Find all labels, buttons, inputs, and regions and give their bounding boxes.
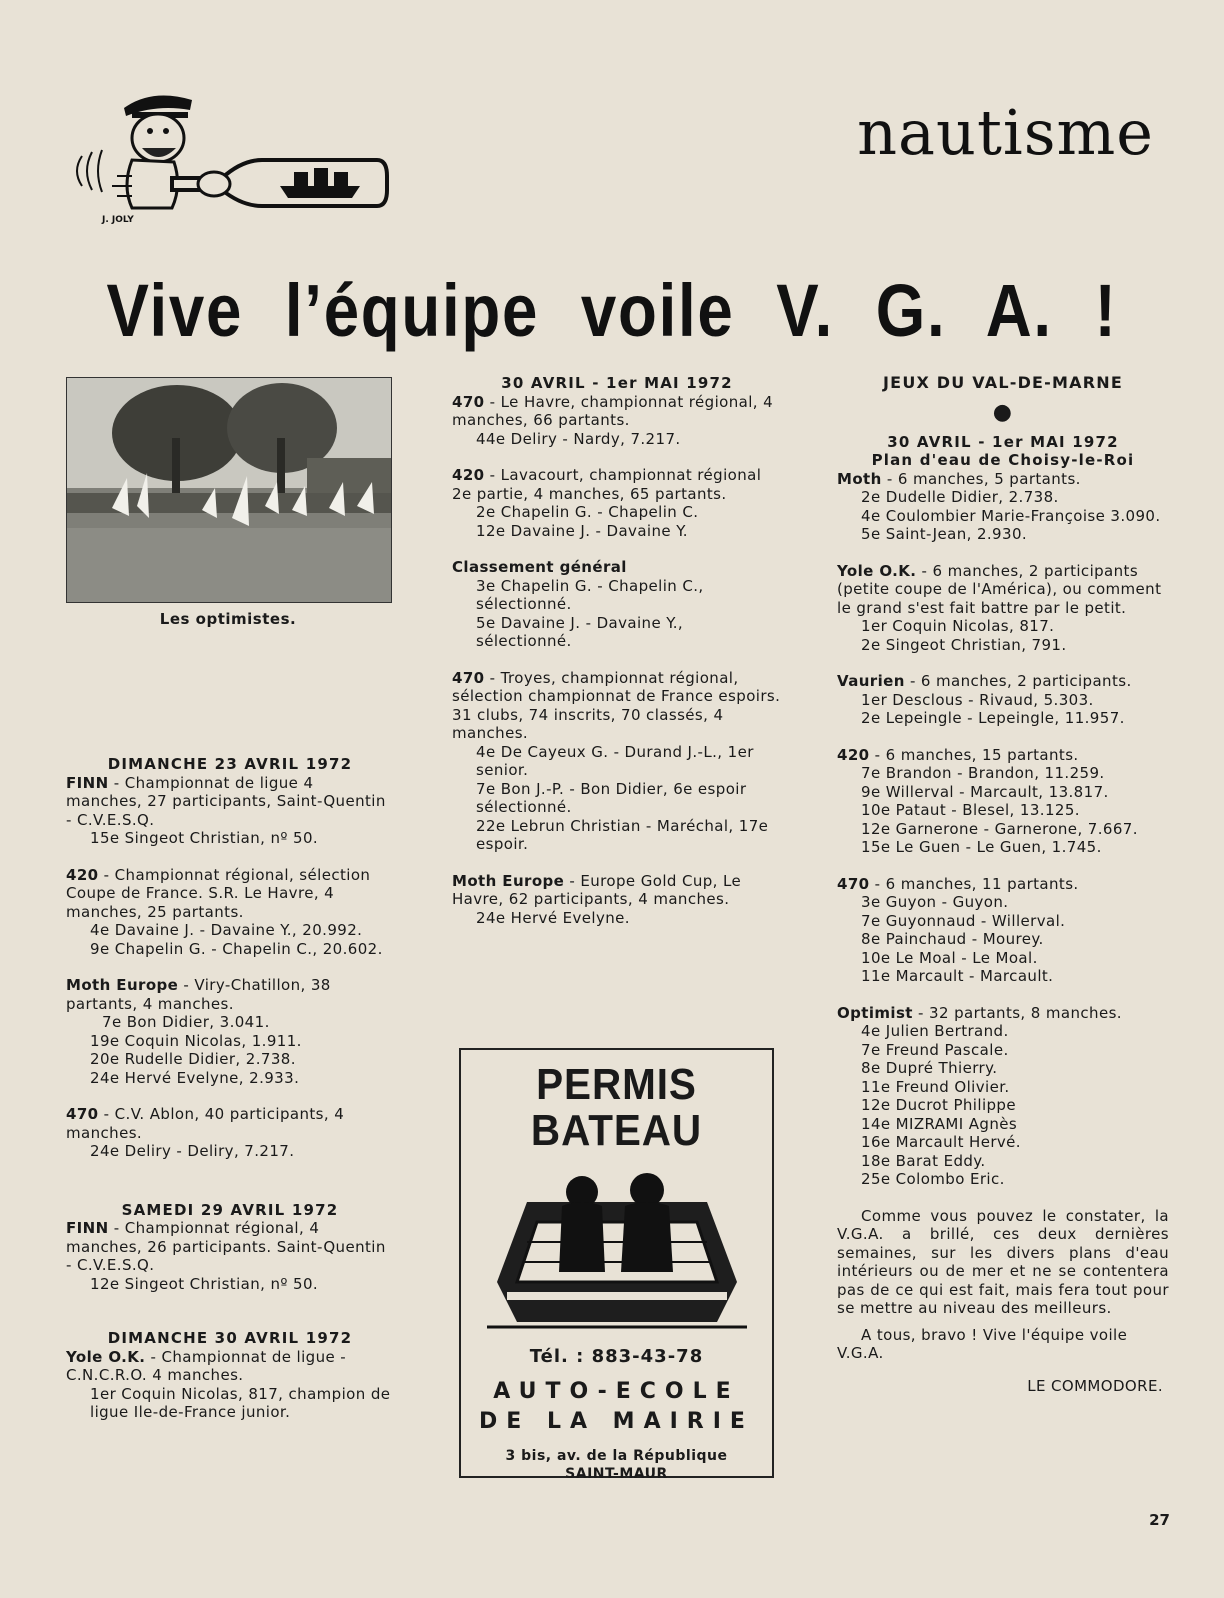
logo-signature: J. JOLY [102, 215, 134, 225]
ad-title: BATEAU [530, 1106, 703, 1155]
result-line: 15e Le Guen - Le Guen, 1.745. [861, 838, 1102, 856]
result-line: 5e Saint-Jean, 2.930. [861, 525, 1028, 543]
result-line: 20e Rudelle Didier, 2.738. [90, 1050, 296, 1068]
result-line: 22e Lebrun Christian - Maréchal, 17e espoir. [476, 816, 769, 853]
result-line: 7e Guyonnaud - Willerval. [861, 911, 1066, 930]
category: 420 [837, 745, 870, 764]
result-line: 4e De Cayeux G. - Durand J.-L., 1er senior. [476, 742, 754, 779]
category: 420 [452, 466, 485, 484]
result-block [66, 866, 394, 959]
result-block [452, 466, 782, 540]
result-line: 2e Dudelle Didier, 2.738. [861, 488, 1059, 506]
ad-phone: Tél. : 883-43-78 [529, 1346, 704, 1367]
result-line: 2e Lepeingle - Lepeingle, 11.957. [861, 709, 1125, 727]
column-1 [66, 755, 394, 1422]
result-block [66, 774, 394, 848]
event-desc: - 6 manches, 2 participants (petite coupe de l'América), ou comment le grand s'est fait battre par le petit. [837, 561, 1162, 617]
category: 470 [66, 1105, 99, 1123]
category: 470 [837, 874, 870, 893]
result-line: 11e Marcault - Marcault. [861, 967, 1054, 985]
page-number: 27 [1149, 1511, 1170, 1529]
event-desc: - Lavacourt, championnat régional 2e partie, 4 manches, 65 partants. [452, 466, 762, 503]
category: FINN [66, 1219, 109, 1237]
category: Yole O.K. [66, 1347, 146, 1366]
photo-caption: Les optimistes. [159, 610, 297, 628]
category: Moth [837, 469, 882, 488]
result-block [837, 562, 1169, 655]
column-2 [452, 374, 782, 927]
category: Vaurien [837, 672, 905, 690]
result-block [837, 470, 1169, 544]
signature: LE COMMODORE. [1027, 1376, 1163, 1395]
date-heading: SAMEDI 29 AVRIL 1972 [121, 1200, 339, 1219]
result-line: 19e Coquin Nicolas, 1.911. [90, 1031, 302, 1050]
result-block [66, 1219, 394, 1293]
result-block [837, 672, 1169, 728]
result-line: 25e Colombo Eric. [861, 1170, 1005, 1188]
category: 470 [452, 392, 485, 411]
event-desc: - C.V. Ablon, 40 participants, 4 manches. [66, 1105, 345, 1142]
event-desc: - Championnat de ligue 4 manches, 27 participants, Saint-Quentin - C.V.E.S.Q. [66, 773, 386, 829]
category: 470 [452, 668, 485, 687]
result-block [66, 976, 394, 1087]
result-line: 7e Freund Pascale. [861, 1040, 1009, 1059]
subheading: Classement général [452, 558, 627, 576]
event-desc: - Europe Gold Cup, Le Havre, 62 participants, 4 manches. [452, 871, 742, 908]
category: Yole O.K. [837, 561, 917, 580]
result-line: 2e Singeot Christian, 791. [861, 635, 1067, 654]
result-block [452, 872, 782, 928]
result-line: 2e Chapelin G. - Chapelin C. [476, 503, 699, 521]
event-desc: - Le Havre, championnat régional, 4 manches, 66 partants. [452, 392, 774, 429]
category: Moth Europe [66, 976, 179, 994]
result-block [66, 1348, 394, 1422]
result-line: 44e Deliry - Nardy, 7.217. [476, 429, 681, 448]
result-block [837, 1004, 1169, 1189]
ad-school: AUTO-ECOLE [493, 1379, 740, 1404]
result-line: 12e Davaine J. - Davaine Y. [476, 521, 688, 540]
result-line: 11e Freund Olivier. [861, 1077, 1010, 1096]
category: Moth Europe [452, 871, 565, 890]
result-line: 4e Coulombier Marie-Françoise 3.090. [861, 506, 1161, 525]
result-line: 14e MIZRAMI Agnès [861, 1114, 1018, 1133]
event-desc: - 6 manches, 15 partants. [869, 745, 1079, 764]
result-block [452, 669, 782, 854]
result-line: 3e Chapelin G. - Chapelin C., sélectionné. [476, 576, 704, 613]
category: Optimist [837, 1003, 913, 1022]
event-desc: - Championnat régional, 4 manches, 26 participants. Saint-Quentin - C.V.E.S.Q. [66, 1219, 386, 1274]
ad-address: SAINT-MAUR [565, 1466, 668, 1482]
result-line: 7e Brandon - Brandon, 11.259. [861, 764, 1105, 782]
result-line: 5e Davaine J. - Davaine Y., sélectionné. [476, 613, 684, 650]
result-line: 9e Willerval - Marcault, 13.817. [861, 782, 1109, 801]
result-line: 24e Deliry - Deliry, 7.217. [90, 1142, 295, 1160]
event-desc: - Championnat de ligue - C.N.C.R.O. 4 manches. [66, 1347, 347, 1384]
headline: Vive l’équipe voile V. G. A. ! [106, 269, 1118, 352]
result-line: 24e Hervé Evelyne. [476, 908, 630, 927]
date-heading: DIMANCHE 30 AVRIL 1972 [107, 1329, 353, 1347]
ad-title: PERMIS [536, 1060, 697, 1109]
bullet-icon: ● [992, 399, 1014, 425]
result-line: 15e Singeot Christian, nº 50. [90, 829, 319, 847]
category: 420 [66, 865, 99, 884]
event-desc: - 6 manches, 5 partants. [881, 469, 1081, 488]
result-block [452, 393, 782, 449]
result-line: 12e Garnerone - Garnerone, 7.667. [861, 819, 1138, 838]
location-heading: Plan d'eau de Choisy-le-Roi [871, 451, 1135, 469]
sailor-bottle-logo [62, 86, 402, 226]
event-desc: - Championnat régional, sélection Coupe de France. S.R. Le Havre, 4 manches, 25 partants. [66, 865, 371, 921]
date-heading: 30 AVRIL - 1er MAI 1972 [501, 374, 733, 392]
result-line: 18e Barat Eddy. [861, 1151, 986, 1170]
date-heading: 30 AVRIL - 1er MAI 1972 [887, 432, 1119, 451]
result-line: 10e Le Moal - Le Moal. [861, 948, 1038, 967]
advertisement-permis-bateau [459, 1048, 774, 1482]
motorboat-illustration [487, 1162, 747, 1332]
result-line: 1er Coquin Nicolas, 817, champion de ligue Ile-de-France junior. [90, 1384, 391, 1421]
result-line: 9e Chapelin G. - Chapelin C., 20.602. [90, 939, 383, 958]
result-line: 12e Singeot Christian, nº 50. [90, 1274, 319, 1293]
section-title: nautisme [857, 96, 1154, 169]
closing-paragraph: A tous, bravo ! Vive l'équipe voile V.G.A. [837, 1325, 1128, 1362]
result-line: 24e Hervé Evelyne, 2.933. [90, 1068, 300, 1087]
event-heading: JEUX DU VAL-DE-MARNE [883, 373, 1123, 392]
closing-paragraph: Comme vous pouvez le constater, la V.G.A. a brillé, ces deux dernières semaines, sur les divers plans d'eau intérieurs ou de mer et ne se contentera pas de ce qui est fait, mais fera tout pour se mettre au niveau des meilleurs. [837, 1206, 1169, 1317]
result-block [837, 746, 1169, 857]
event-desc: - 32 partants, 8 manches. [912, 1003, 1122, 1022]
event-desc: - Troyes, championnat régional, sélection championnat de France espoirs. 31 clubs, 74 inscrits, 70 classés, 4 manches. [452, 668, 781, 742]
event-desc: - 6 manches, 11 partants. [869, 874, 1079, 893]
result-line: 16e Marcault Hervé. [861, 1133, 1021, 1151]
result-line: 4e Davaine J. - Davaine Y., 20.992. [90, 921, 363, 939]
result-block [837, 875, 1169, 986]
result-line: 1er Coquin Nicolas, 817. [861, 617, 1055, 635]
result-block [66, 1105, 394, 1161]
result-line: 3e Guyon - Guyon. [861, 893, 1009, 911]
result-line: 7e Bon J.-P. - Bon Didier, 6e espoir sélectionné. [476, 779, 747, 816]
result-line: 8e Dupré Thierry. [861, 1059, 998, 1077]
result-line: 7e Bon Didier, 3.041. [102, 1013, 270, 1031]
photo-optimist-boats [66, 377, 392, 603]
column-3 [837, 374, 1169, 1395]
event-desc: - Viry-Chatillon, 38 partants, 4 manches. [66, 976, 331, 1013]
result-line: 1er Desclous - Rivaud, 5.303. [861, 690, 1094, 709]
result-line: 10e Pataut - Blesel, 13.125. [861, 801, 1080, 819]
category: FINN [66, 773, 109, 792]
event-desc: - 6 manches, 2 participants. [904, 672, 1132, 690]
ad-school: DE LA MAIRIE [479, 1409, 754, 1434]
result-line: 12e Ducrot Philippe [861, 1096, 1016, 1114]
result-block [452, 558, 782, 651]
result-line: 4e Julien Bertrand. [861, 1022, 1009, 1040]
result-line: 8e Painchaud - Mourey. [861, 930, 1044, 948]
ad-address: 3 bis, av. de la République [505, 1448, 728, 1464]
date-heading: DIMANCHE 23 AVRIL 1972 [107, 755, 353, 773]
